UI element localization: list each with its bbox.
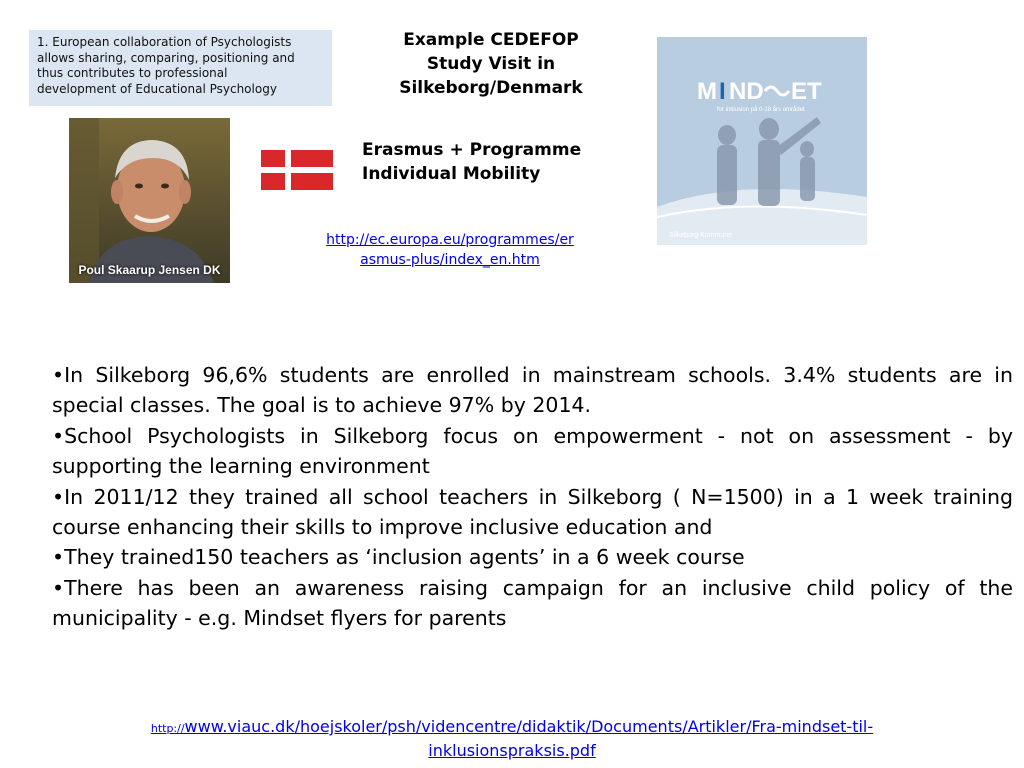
- bullet-item: •In 2011/12 they trained all school teachers in Silkeborg ( N=1500) in a 1 week training course enhancing their skills to improve inclusive education and: [52, 484, 1013, 540]
- mindset-logo-nd: ND: [729, 78, 764, 105]
- mindset-logo-i: I: [719, 78, 726, 105]
- portrait-photo: [69, 118, 230, 283]
- pdf-link-line[interactable]: www.viauc.dk/hoejskoler/psh/videncentre/didaktik/Documents/Artikler/Fra-mindset-til-: [184, 717, 874, 736]
- portrait-image: [69, 118, 230, 283]
- pdf-link-line[interactable]: inklusionspraksis.pdf: [428, 741, 596, 760]
- mindset-footer: Silkeborg Kommune: [669, 232, 733, 239]
- mindset-tagline: for inklusion på 0-18 års området: [717, 107, 805, 113]
- bullet-list: [52, 360, 1013, 634]
- bullet-item: •School Psychologists in Silkeborg focus on empowerment - not on assessment - by supporting the learning environment: [52, 423, 1013, 479]
- pdf-link-prefix[interactable]: http://: [150, 722, 185, 735]
- bullet-item: •In Silkeborg 96,6% students are enrolled in mainstream schools. 3.4% students are in special classes. The goal is to achieve 97% by 2014.: [52, 363, 1013, 418]
- subtitle-line: Individual Mobility: [362, 164, 541, 184]
- denmark-flag: [261, 150, 333, 190]
- subtitle-line: Erasmus + Programme: [362, 140, 582, 160]
- mindset-logo-m: M: [697, 78, 717, 105]
- bullet-item: •There has been an awareness raising campaign for an inclusive child policy of the municipality - e.g. Mindset flyers for parents: [52, 575, 1013, 631]
- slide-title: [365, 28, 617, 100]
- intro-note-box: [29, 30, 332, 106]
- title-line: Study Visit in: [426, 54, 556, 74]
- note-line: thus contributes to professional: [37, 66, 228, 81]
- erasmus-link-line[interactable]: http://ec.europa.eu/programmes/er: [326, 232, 574, 248]
- mindset-flyer-cover: [657, 37, 867, 245]
- programme-subtitle: [362, 138, 622, 186]
- title-line: Example CEDEFOP: [403, 30, 579, 50]
- mindset-logo-et: ET: [791, 78, 822, 105]
- erasmus-link[interactable]: [300, 230, 600, 270]
- note-line: allows sharing, comparing, positioning and: [37, 50, 295, 65]
- note-line: 1. European collaboration of Psychologists: [37, 35, 292, 49]
- mindset-pdf-link[interactable]: [40, 716, 984, 762]
- erasmus-link-line[interactable]: asmus-plus/index_en.htm: [360, 252, 540, 268]
- bullet-item: •They trained150 teachers as ‘inclusion agents’ in a 6 week course: [52, 545, 745, 570]
- mindset-flyer-image: [657, 37, 867, 245]
- title-line: Silkeborg/Denmark: [399, 78, 583, 98]
- note-line: development of Educational Psychology: [37, 81, 277, 96]
- denmark-flag-icon: [261, 150, 333, 190]
- portrait-caption: Poul Skaarup Jensen DK: [78, 263, 221, 277]
